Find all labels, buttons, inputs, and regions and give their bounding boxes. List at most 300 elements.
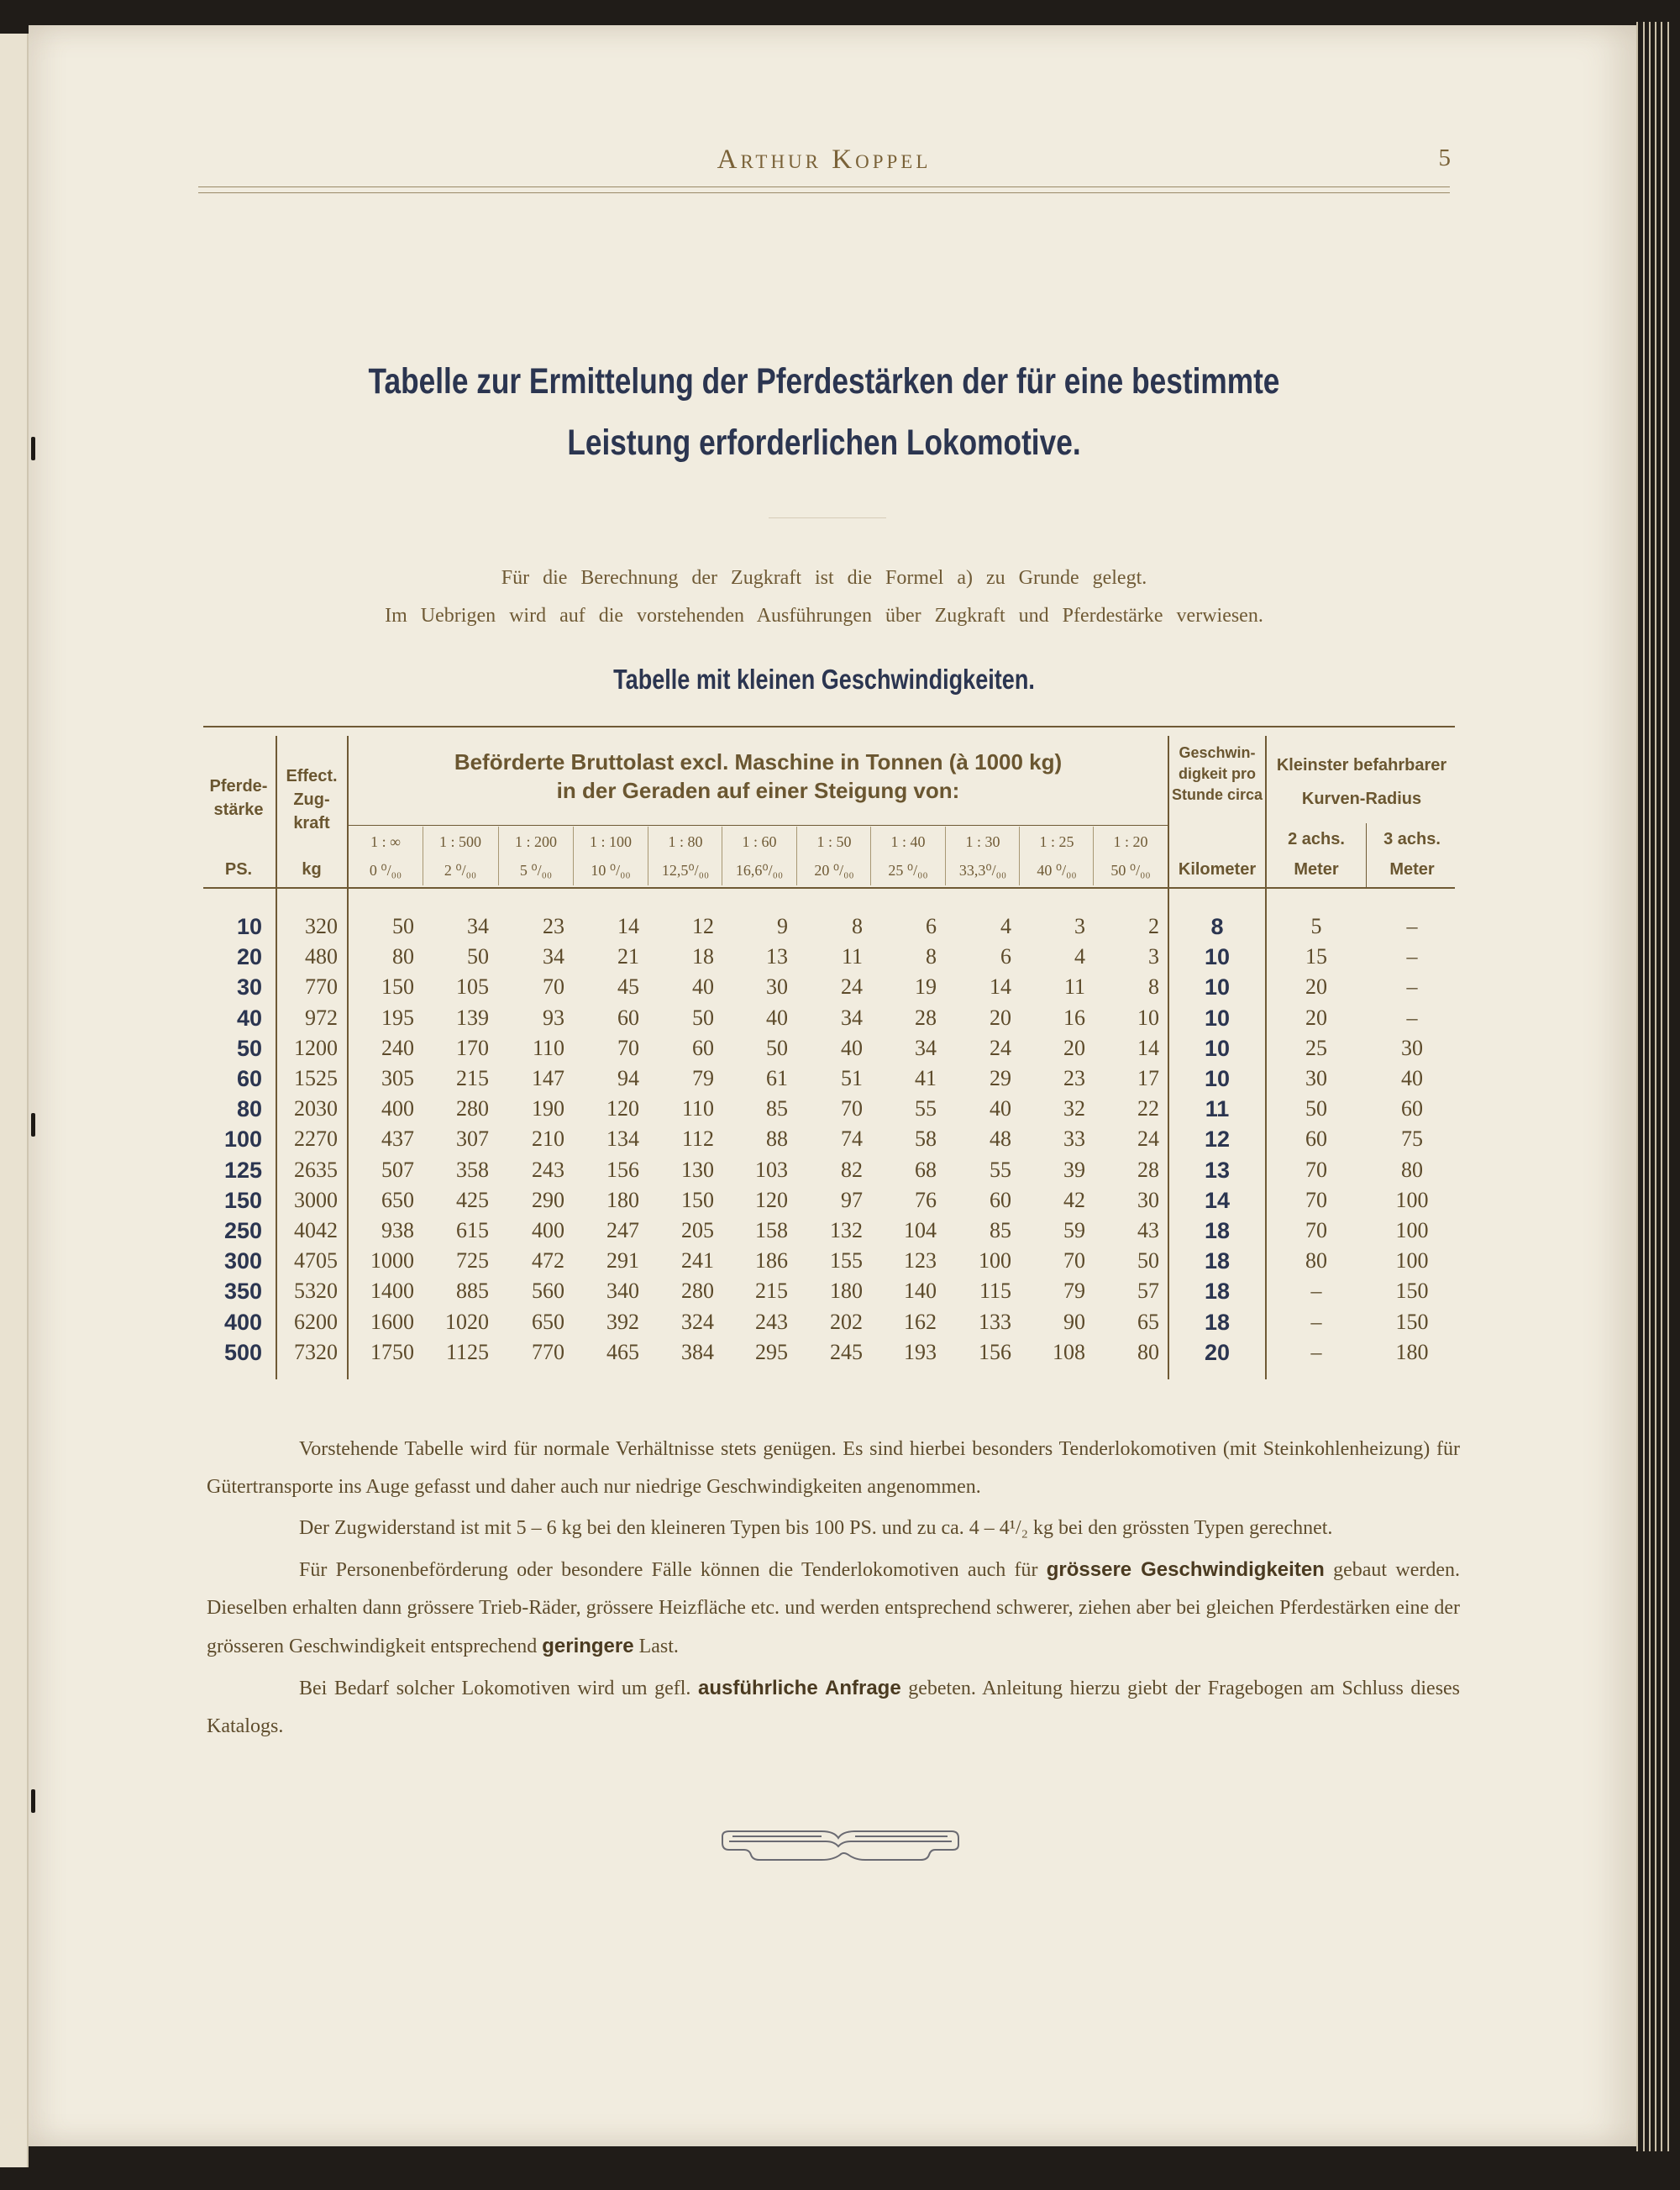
cell-speed: 18 xyxy=(1204,1310,1231,1335)
cell-load: 1020 xyxy=(445,1310,489,1334)
cell-load: 472 xyxy=(532,1248,564,1273)
cell-load: 60 xyxy=(617,1006,639,1030)
cell-load: 34 xyxy=(915,1036,937,1060)
cell-ps: 50 xyxy=(236,1036,262,1061)
cell-radius-3achs: 40 xyxy=(1401,1066,1423,1090)
running-head xyxy=(198,144,1450,188)
gradient-permille: 20 ⁰/₀₀ xyxy=(814,862,854,879)
cell-radius-3achs: 80 xyxy=(1401,1158,1423,1182)
cell-load: 1750 xyxy=(370,1340,414,1364)
cell-load: 32 xyxy=(1063,1096,1085,1121)
cell-radius-3achs: 30 xyxy=(1401,1036,1423,1060)
cell-radius-3achs: 150 xyxy=(1395,1279,1429,1303)
cell-load: 11 xyxy=(841,944,863,969)
gradient-ratio: 1 : 50 xyxy=(816,833,852,850)
cell-load: 60 xyxy=(692,1036,714,1060)
note-text: Für Personenbeförderung oder besondere Fälle können die Tenderlokomotiven auch für xyxy=(299,1559,1038,1581)
cell-load: 97 xyxy=(841,1188,863,1212)
cell-load: 6 xyxy=(926,914,937,938)
cell-zugkraft: 2030 xyxy=(294,1096,338,1121)
cell-load: 400 xyxy=(532,1218,564,1242)
cell-load: 10 xyxy=(1137,1006,1159,1030)
header-radius-2achs: 2 achs. xyxy=(1288,830,1345,848)
cell-radius-3achs: 100 xyxy=(1395,1218,1429,1242)
note-text: Bei Bedarf solcher Lokomotiven wird um gefl. xyxy=(299,1678,691,1699)
cell-ps: 500 xyxy=(223,1340,262,1365)
cell-ps: 125 xyxy=(223,1158,262,1183)
cell-load: 34 xyxy=(841,1006,863,1030)
note-text: Last. xyxy=(638,1636,679,1657)
cell-load: 725 xyxy=(456,1248,489,1273)
cell-load: 59 xyxy=(1063,1218,1085,1242)
cell-ps: 150 xyxy=(223,1188,262,1213)
cell-speed: 10 xyxy=(1204,974,1231,1000)
cell-load: 1000 xyxy=(370,1248,414,1273)
cell-load: 58 xyxy=(915,1127,937,1151)
gradient-ratio: 1 : 25 xyxy=(1039,833,1074,850)
note-paragraph-1: Vorstehende Tabelle wird für normale Verhältnisse stets genügen. Es sind hierbei besonders Tenderlokomotiven (mit Steinkohlenheizung) für Gütertransporte ins Auge gefasst und daher auch nur niedrige Geschwindigkeiten angenommen. xyxy=(207,1438,1460,1498)
cell-load: 465 xyxy=(606,1340,639,1364)
divider xyxy=(769,517,886,518)
binding-hole xyxy=(31,1113,35,1137)
cell-speed: 18 xyxy=(1204,1248,1231,1274)
cell-load: 156 xyxy=(606,1158,639,1182)
intro-line-2: Im Uebrigen wird auf die vorstehenden Ausführungen über Zugkraft und Pferdestärke verwiesen. xyxy=(385,605,1263,627)
cell-load: 215 xyxy=(755,1279,788,1303)
cell-load: 147 xyxy=(532,1066,564,1090)
gradient-permille: 12,5⁰/₀₀ xyxy=(661,862,710,879)
cell-load: 400 xyxy=(381,1096,414,1121)
note-emphasis: ausführliche Anfrage xyxy=(697,1677,901,1699)
cell-radius-2achs: 15 xyxy=(1305,944,1327,969)
cell-load: 180 xyxy=(830,1279,863,1303)
cell-speed: 18 xyxy=(1204,1218,1231,1243)
cell-speed: 10 xyxy=(1204,1066,1231,1091)
cell-load: 4 xyxy=(1074,944,1085,969)
cell-load: 112 xyxy=(681,1127,714,1151)
cell-load: 80 xyxy=(1137,1340,1159,1364)
cell-load: 120 xyxy=(606,1096,639,1121)
cell-radius-3achs: – xyxy=(1406,914,1418,938)
cell-load: 105 xyxy=(456,974,489,999)
cell-load: 6 xyxy=(1000,944,1011,969)
cell-load: 68 xyxy=(915,1158,937,1182)
cell-load: 150 xyxy=(381,974,414,999)
note-paragraph-3 xyxy=(207,1551,1460,1666)
cell-load: 291 xyxy=(606,1248,639,1273)
gradient-ratio: 1 : ∞ xyxy=(370,833,401,850)
header-radius-3achs-unit: Meter xyxy=(1389,860,1435,879)
cell-load: 21 xyxy=(617,944,639,969)
cell-ps: 250 xyxy=(223,1218,262,1243)
cell-load: 48 xyxy=(990,1127,1011,1151)
cell-speed: 8 xyxy=(1210,914,1224,939)
cell-load: 40 xyxy=(841,1036,863,1060)
cell-speed: 11 xyxy=(1205,1096,1230,1121)
cell-load: 156 xyxy=(979,1340,1011,1364)
cell-load: 340 xyxy=(606,1279,639,1303)
cell-load: 55 xyxy=(915,1096,937,1121)
cell-load: 79 xyxy=(1063,1279,1085,1303)
cell-load: 14 xyxy=(1137,1036,1159,1060)
cell-load: 43 xyxy=(1137,1218,1159,1242)
cell-load: 770 xyxy=(532,1340,564,1364)
header-load-line-2: in der Geraden auf einer Steigung von: xyxy=(556,778,960,803)
cell-load: 358 xyxy=(456,1158,489,1182)
cell-ps: 20 xyxy=(236,944,262,969)
cell-load: 392 xyxy=(606,1310,639,1334)
cell-load: 425 xyxy=(456,1188,489,1212)
cell-load: 507 xyxy=(381,1158,414,1182)
cell-load: 245 xyxy=(830,1340,863,1364)
cell-radius-2achs: 20 xyxy=(1305,1006,1327,1030)
gradient-ratio: 1 : 80 xyxy=(668,833,703,850)
gradient-ratio: 1 : 500 xyxy=(438,833,481,850)
cell-speed: 10 xyxy=(1204,1036,1231,1061)
cell-load: 115 xyxy=(979,1279,1011,1303)
cell-radius-3achs: 100 xyxy=(1395,1248,1429,1273)
cell-load: 24 xyxy=(841,974,863,999)
cell-load: 24 xyxy=(990,1036,1011,1060)
cell-zugkraft: 4705 xyxy=(294,1248,338,1273)
binding-hole xyxy=(31,437,35,460)
cell-radius-3achs: 180 xyxy=(1395,1340,1429,1364)
cell-load: 17 xyxy=(1137,1066,1159,1090)
cell-load: 3 xyxy=(1148,944,1159,969)
cell-zugkraft: 972 xyxy=(305,1006,338,1030)
cell-load: 39 xyxy=(1063,1158,1085,1182)
cell-load: 1400 xyxy=(370,1279,414,1303)
cell-load: 14 xyxy=(990,974,1011,999)
cell-load: 50 xyxy=(467,944,489,969)
cell-load: 186 xyxy=(755,1248,788,1273)
cell-load: 80 xyxy=(392,944,414,969)
cell-load: 13 xyxy=(766,944,788,969)
cell-load: 24 xyxy=(1137,1127,1159,1151)
cell-radius-2achs: 70 xyxy=(1305,1188,1327,1212)
header-zugkraft: Effect. Zug-kraft xyxy=(286,767,338,832)
cell-load: 650 xyxy=(381,1188,414,1212)
cell-speed: 14 xyxy=(1204,1188,1231,1213)
cell-load: 247 xyxy=(606,1218,639,1242)
gradient-ratio: 1 : 40 xyxy=(890,833,926,850)
gradient-ratio: 1 : 100 xyxy=(589,833,632,850)
cell-radius-2achs: 70 xyxy=(1305,1158,1327,1182)
page-stack-edges xyxy=(1630,22,1680,2151)
gradient-permille: 50 ⁰/₀₀ xyxy=(1110,862,1151,879)
cell-load: 23 xyxy=(543,914,564,938)
cell-load: 9 xyxy=(777,914,788,938)
cell-load: 20 xyxy=(990,1006,1011,1030)
cell-load: 240 xyxy=(381,1036,414,1060)
cell-load: 40 xyxy=(766,1006,788,1030)
cell-load: 11 xyxy=(1063,974,1085,999)
cell-load: 133 xyxy=(979,1310,1011,1334)
cell-load: 22 xyxy=(1137,1096,1159,1121)
cell-load: 28 xyxy=(915,1006,937,1030)
cell-load: 210 xyxy=(532,1127,564,1151)
cell-radius-3achs: 75 xyxy=(1401,1127,1423,1151)
note-emphasis: grössere Geschwindigkeiten xyxy=(1046,1558,1325,1581)
notes xyxy=(207,1431,1460,1749)
cell-zugkraft: 1525 xyxy=(294,1066,338,1090)
cell-load: 195 xyxy=(381,1006,414,1030)
ornament-icon xyxy=(721,1830,960,1863)
cell-load: 85 xyxy=(766,1096,788,1121)
cell-load: 155 xyxy=(830,1248,863,1273)
cell-load: 33 xyxy=(1063,1127,1085,1151)
gradient-permille: 0 ⁰/₀₀ xyxy=(369,862,402,879)
cell-load: 34 xyxy=(543,944,564,969)
cell-zugkraft: 320 xyxy=(305,914,338,938)
cell-load: 93 xyxy=(543,1006,564,1030)
gradient-ratio: 1 : 30 xyxy=(965,833,1000,850)
cell-zugkraft: 1200 xyxy=(294,1036,338,1060)
cell-ps: 100 xyxy=(223,1127,262,1152)
gradient-permille: 10 ⁰/₀₀ xyxy=(591,862,631,879)
cell-speed: 13 xyxy=(1204,1158,1231,1183)
cell-load: 94 xyxy=(617,1066,639,1090)
cell-load: 150 xyxy=(681,1188,714,1212)
cell-load: 384 xyxy=(681,1340,714,1364)
cell-load: 307 xyxy=(456,1127,489,1151)
cell-load: 8 xyxy=(852,914,863,938)
cell-radius-2achs: 20 xyxy=(1305,974,1327,999)
cell-load: 170 xyxy=(456,1036,489,1060)
cell-radius-3achs: 100 xyxy=(1395,1188,1429,1212)
cell-load: 938 xyxy=(381,1218,414,1242)
cell-load: 130 xyxy=(681,1158,714,1182)
intro-line-1: Für die Berechnung der Zugkraft ist die Formel a) zu Grunde gelegt. xyxy=(501,567,1147,589)
cell-ps: 300 xyxy=(223,1248,262,1274)
header-radius-line-1: Kleinster befahrbarer xyxy=(1276,756,1447,775)
cell-load: 65 xyxy=(1137,1310,1159,1334)
note-text: gebaut werden. Dieselben erhalten dann grössere Trieb-Räder, grössere Heizfläche etc. und werden entsprechend schwerer, ziehen aber bei gleichen Pferdestärken eine der grösseren Geschwindigkeit entsprechend xyxy=(207,1559,1460,1657)
cell-zugkraft: 2270 xyxy=(294,1127,338,1151)
gradient-permille: 2 ⁰/₀₀ xyxy=(444,862,477,879)
header-speed: Geschwin-digkeit pro Stunde circa xyxy=(1171,744,1263,803)
cell-zugkraft: 4042 xyxy=(294,1218,338,1242)
gradient-ratio: 1 : 20 xyxy=(1113,833,1148,850)
cell-load: 70 xyxy=(617,1036,639,1060)
note-paragraph-4 xyxy=(207,1669,1460,1746)
table-subtitle: Tabelle mit kleinen Geschwindigkeiten. xyxy=(613,664,1035,695)
header-ps-unit: PS. xyxy=(224,860,253,879)
cell-load: 140 xyxy=(904,1279,937,1303)
gradient-permille: 40 ⁰/₀₀ xyxy=(1037,862,1077,879)
cell-load: 50 xyxy=(1137,1248,1159,1273)
cell-ps: 40 xyxy=(236,1006,262,1031)
main-title-line-2: Leistung erforderlichen Lokomotive. xyxy=(567,423,1081,463)
cell-load: 41 xyxy=(915,1066,937,1090)
facing-page-edge xyxy=(0,34,29,2167)
header-speed-unit: Kilometer xyxy=(1178,860,1257,879)
cell-radius-2achs: – xyxy=(1310,1340,1322,1364)
cell-load: 16 xyxy=(1063,1006,1085,1030)
cell-load: 280 xyxy=(456,1096,489,1121)
cell-load: 70 xyxy=(1063,1248,1085,1273)
cell-load: 123 xyxy=(904,1248,937,1273)
cell-load: 1600 xyxy=(370,1310,414,1334)
cell-load: 193 xyxy=(904,1340,937,1364)
cell-radius-2achs: 5 xyxy=(1310,914,1322,938)
cell-load: 88 xyxy=(766,1127,788,1151)
cell-load: 324 xyxy=(681,1310,714,1334)
cell-speed: 18 xyxy=(1204,1279,1231,1304)
cell-ps: 10 xyxy=(236,914,262,939)
cell-speed: 10 xyxy=(1204,1006,1231,1031)
cell-load: 30 xyxy=(1137,1188,1159,1212)
cell-load: 61 xyxy=(766,1066,788,1090)
cell-load: 40 xyxy=(990,1096,1011,1121)
cell-load: 139 xyxy=(456,1006,489,1030)
header-ps: Pferde-stärke xyxy=(209,777,268,819)
cell-radius-2achs: 80 xyxy=(1305,1248,1327,1273)
header-radius-2achs-unit: Meter xyxy=(1294,860,1339,879)
gradient-ratio: 1 : 200 xyxy=(514,833,557,850)
note-paragraph-2: Der Zugwiderstand ist mit 5 – 6 kg bei den kleineren Typen bis 100 PS. und zu ca. 4 – 4¹/₂ kg bei den grössten Typen gerechnet. xyxy=(299,1517,1333,1539)
cell-load: 104 xyxy=(904,1218,937,1242)
cell-speed: 20 xyxy=(1204,1340,1231,1365)
cell-load: 437 xyxy=(381,1127,414,1151)
cell-zugkraft: 480 xyxy=(305,944,338,969)
cell-radius-3achs: – xyxy=(1406,944,1418,969)
cell-load: 40 xyxy=(692,974,714,999)
cell-radius-2achs: 60 xyxy=(1305,1127,1327,1151)
cell-load: 120 xyxy=(755,1188,788,1212)
cell-load: 560 xyxy=(532,1279,564,1303)
cell-load: 85 xyxy=(990,1218,1011,1242)
gradient-permille: 5 ⁰/₀₀ xyxy=(519,862,553,879)
cell-load: 14 xyxy=(617,914,639,938)
cell-load: 34 xyxy=(467,914,489,938)
cell-radius-2achs: – xyxy=(1310,1279,1322,1303)
cell-zugkraft: 6200 xyxy=(294,1310,338,1334)
cell-load: 70 xyxy=(841,1096,863,1121)
cell-load: 18 xyxy=(692,944,714,969)
gradient-permille: 16,6⁰/₀₀ xyxy=(735,862,784,879)
cell-ps: 80 xyxy=(236,1096,262,1121)
cell-load: 28 xyxy=(1137,1158,1159,1182)
cell-load: 280 xyxy=(681,1279,714,1303)
cell-load: 243 xyxy=(755,1310,788,1334)
gradient-permille: 25 ⁰/₀₀ xyxy=(888,862,928,879)
cell-load: 134 xyxy=(606,1127,639,1151)
cell-load: 202 xyxy=(830,1310,863,1334)
cell-load: 29 xyxy=(990,1066,1011,1090)
cell-load: 3 xyxy=(1074,914,1085,938)
header-rule xyxy=(198,186,1450,187)
gradient-permille: 33,3⁰/₀₀ xyxy=(958,862,1007,879)
cell-load: 70 xyxy=(543,974,564,999)
cell-speed: 12 xyxy=(1204,1127,1231,1152)
gradient-ratio: 1 : 60 xyxy=(742,833,777,850)
page-number: 5 xyxy=(1438,144,1451,171)
cell-load: 100 xyxy=(979,1248,1011,1273)
cell-ps: 60 xyxy=(236,1066,262,1091)
cell-load: 885 xyxy=(456,1279,489,1303)
running-title: Arthur Koppel xyxy=(717,144,932,175)
header-radius-line-2: Kurven-Radius xyxy=(1301,790,1422,808)
cell-load: 2 xyxy=(1148,914,1159,938)
cell-load: 20 xyxy=(1063,1036,1085,1060)
cell-load: 305 xyxy=(381,1066,414,1090)
catalog-page xyxy=(29,25,1637,2146)
binding-hole xyxy=(31,1789,35,1813)
cell-load: 45 xyxy=(617,974,639,999)
cell-load: 108 xyxy=(1053,1340,1085,1364)
cell-radius-3achs: – xyxy=(1406,974,1418,999)
cell-load: 50 xyxy=(692,1006,714,1030)
cell-load: 110 xyxy=(681,1096,714,1121)
cell-load: 74 xyxy=(841,1127,863,1151)
cell-load: 110 xyxy=(532,1036,564,1060)
cell-zugkraft: 770 xyxy=(305,974,338,999)
cell-ps: 400 xyxy=(223,1310,262,1335)
cell-load: 60 xyxy=(990,1188,1011,1212)
cell-load: 8 xyxy=(926,944,937,969)
cell-load: 23 xyxy=(1063,1066,1085,1090)
cell-zugkraft: 3000 xyxy=(294,1188,338,1212)
cell-load: 51 xyxy=(841,1066,863,1090)
cell-load: 650 xyxy=(532,1310,564,1334)
header-radius-3achs: 3 achs. xyxy=(1383,830,1441,848)
cell-load: 12 xyxy=(692,914,714,938)
cell-load: 241 xyxy=(681,1248,714,1273)
header-load-line-1: Beförderte Bruttolast excl. Maschine in Tonnen (à 1000 kg) xyxy=(454,749,1063,775)
cell-load: 55 xyxy=(990,1158,1011,1182)
cell-load: 50 xyxy=(766,1036,788,1060)
cell-load: 158 xyxy=(755,1218,788,1242)
cell-load: 50 xyxy=(392,914,414,938)
cell-load: 57 xyxy=(1137,1279,1159,1303)
cell-load: 42 xyxy=(1063,1188,1085,1212)
cell-ps: 350 xyxy=(223,1279,262,1304)
cell-load: 4 xyxy=(1000,914,1011,938)
cell-load: 30 xyxy=(766,974,788,999)
cell-zugkraft: 7320 xyxy=(294,1340,338,1364)
cell-load: 190 xyxy=(532,1096,564,1121)
cell-zugkraft: 5320 xyxy=(294,1279,338,1303)
cell-speed: 10 xyxy=(1204,944,1231,969)
cell-radius-3achs: 60 xyxy=(1401,1096,1423,1121)
cell-load: 90 xyxy=(1063,1310,1085,1334)
cell-load: 295 xyxy=(755,1340,788,1364)
cell-load: 132 xyxy=(830,1218,863,1242)
cell-load: 19 xyxy=(915,974,937,999)
cell-load: 79 xyxy=(692,1066,714,1090)
cell-radius-2achs: 25 xyxy=(1305,1036,1327,1060)
header-rule-2 xyxy=(198,192,1450,193)
cell-load: 103 xyxy=(755,1158,788,1182)
cell-radius-3achs: 150 xyxy=(1395,1310,1429,1334)
note-emphasis: geringere xyxy=(542,1635,634,1657)
cell-load: 215 xyxy=(456,1066,489,1090)
cell-radius-2achs: 70 xyxy=(1305,1218,1327,1242)
cell-load: 180 xyxy=(606,1188,639,1212)
cell-load: 82 xyxy=(841,1158,863,1182)
cell-radius-2achs: – xyxy=(1310,1310,1322,1334)
cell-radius-2achs: 50 xyxy=(1305,1096,1327,1121)
cell-load: 290 xyxy=(532,1188,564,1212)
cell-load: 205 xyxy=(681,1218,714,1242)
cell-load: 1125 xyxy=(445,1340,489,1364)
cell-load: 8 xyxy=(1148,974,1159,999)
cell-load: 76 xyxy=(915,1188,937,1212)
cell-load: 243 xyxy=(532,1158,564,1182)
cell-load: 162 xyxy=(904,1310,937,1334)
header-zugkraft-unit: kg xyxy=(302,860,322,879)
